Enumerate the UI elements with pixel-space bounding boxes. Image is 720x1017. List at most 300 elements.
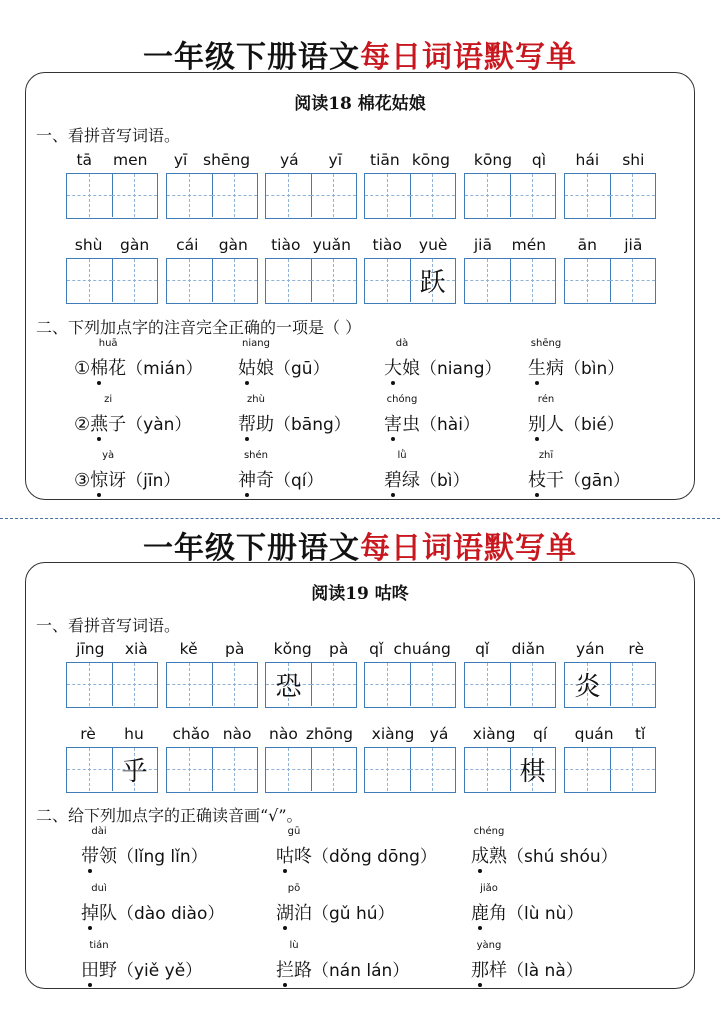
char: 助 [256,414,274,435]
pinyin-options: （qí） [274,471,324,491]
guide-line [432,663,433,706]
guide-line [632,748,633,791]
tian-grid [564,258,656,304]
pinyin-label [464,236,556,256]
writing-cell [510,663,555,706]
pinyin-syllable: yī [173,151,188,169]
pinyin-options: （yiě yě） [117,961,203,981]
pinyin-options: （niang） [420,359,502,379]
pinyin-options: （gǔ hú） [312,904,395,924]
word [81,826,117,868]
dotted-char: 帮 [238,410,256,436]
guide-line [532,663,533,706]
pinyin-syllable: jīng [76,640,105,658]
word [384,450,420,492]
guide-line [134,663,135,706]
pinyin-syllable: cái [176,236,199,254]
sheet1 [25,72,695,500]
dotted-char: 生 [528,354,546,380]
guide-line [89,174,90,217]
pinyin-note: zi [104,394,113,405]
reading-item [384,338,502,380]
pinyin-label [66,236,158,256]
dotted-char: 大 [384,354,402,380]
section-2-heading: 二、下列加点字的注音完全正确的一项是（ ） [36,318,362,337]
pinyin-note: dà [395,338,409,349]
char: 绿 [402,470,420,491]
word [238,450,274,492]
pinyin-options: （gū） [274,359,330,379]
cut-line [0,518,720,519]
tian-grid [166,747,258,793]
pinyin-syllable: qí [533,725,548,743]
reading-item [528,338,625,380]
pinyin-options: （mián） [126,359,203,379]
pinyin-options: （bì） [420,471,470,491]
guide-line [333,174,334,217]
writing-cell [565,663,611,706]
written-char: 棋 [519,757,546,787]
tian-grid [564,173,656,219]
writing-cell [410,174,455,217]
pinyin-syllable: zhōng [305,725,353,743]
pinyin-syllable: nào [269,725,298,743]
char: 娘 [256,358,274,379]
guide-line [333,663,334,706]
guide-line [189,174,190,217]
writing-cell [410,663,455,706]
pinyin-syllable: mén [511,236,547,254]
char: 咚 [294,846,312,867]
pinyin-options: （là nà） [507,961,583,981]
pinyin-note: shén [243,450,269,461]
pinyin-syllable: hu [124,725,144,743]
guide-line [632,663,633,706]
pinyin-options: （nán lán） [312,961,410,981]
dotted-char: 别 [528,410,546,436]
writing-cell [610,663,655,706]
pinyin-options: （dào diào） [117,904,225,924]
tian-grid [166,258,258,304]
guide-line [134,259,135,302]
tian-grid [166,662,258,708]
tian-grid [564,662,656,708]
reading-item [74,450,181,492]
guide-line [189,259,190,302]
pinyin-syllable: yī [328,151,343,169]
title-black: 一年级下册语文 [143,531,360,566]
guide-line [89,748,90,791]
pinyin-syllable: gàn [218,236,248,254]
writing-cell [266,663,312,706]
guide-line [587,174,588,217]
writing-cell [610,748,655,791]
word [81,940,117,982]
pinyin-options: （bié） [564,415,624,435]
pinyin-syllable: jiā [624,236,643,254]
tian-grid [265,173,357,219]
pinyin-syllable: nào [222,725,252,743]
writing-cell [365,259,411,302]
tian-grid [66,258,158,304]
pinyin-label [166,151,258,171]
reading-item [81,826,208,868]
pinyin-label [464,640,556,660]
word [90,338,127,380]
writing-cell [465,748,511,791]
guide-line [432,174,433,217]
pinyin-options: （bāng） [274,415,351,435]
pinyin-syllable: shi [622,151,645,169]
word [384,394,420,436]
dotted-char: 鹿 [471,899,489,925]
pinyin-syllable: yuè [418,236,448,254]
guide-line [234,663,235,706]
title-black: 一年级下册语文 [143,40,360,75]
guide-line [234,748,235,791]
writing-cell [465,174,511,217]
pinyin-syllable: hái [575,151,600,169]
writing-cell [167,174,213,217]
guide-line [89,663,90,706]
word [471,826,507,868]
pinyin-syllable: ān [577,236,597,254]
char: 虫 [402,414,420,435]
pinyin-options: （lǐng lǐn） [117,847,208,867]
guide-line [387,663,388,706]
guide-line [189,663,190,706]
pinyin-label [166,640,258,660]
word [471,883,507,925]
pinyin-syllable: tiào [372,236,402,254]
writing-cell [311,259,356,302]
tian-grid [564,747,656,793]
writing-cell [212,748,257,791]
char: 泊 [294,903,312,924]
dotted-char: 田 [81,956,99,982]
guide-line [288,259,289,302]
guide-line [587,259,588,302]
guide-line [333,748,334,791]
pinyin-note: chóng [386,394,418,405]
pinyin-label [66,640,158,660]
pinyin-label [265,725,357,745]
pinyin-label [564,236,656,256]
pinyin-syllable: qì [531,151,547,169]
dotted-char: 枝 [528,466,546,492]
pinyin-syllable: tiān [370,151,400,169]
writing-cell [167,259,213,302]
pinyin-syllable: yuǎn [312,236,351,254]
pinyin-note: rén [537,394,555,405]
writing-cell [67,259,113,302]
pinyin-note: yà [102,450,115,461]
lesson-title: 阅读18 棉花姑娘 [294,94,426,114]
dotted-char: 湖 [276,899,294,925]
pinyin-options: （gān） [564,471,630,491]
pinyin-note: zhī [538,450,554,461]
writing-cell [610,174,655,217]
word [90,450,127,492]
writing-cell [565,259,611,302]
char: 野 [99,960,117,981]
pinyin-label [265,151,357,171]
written-char: 跃 [419,268,446,298]
pinyin-syllable: men [113,151,148,169]
word [276,826,312,868]
guide-line [487,259,488,302]
writing-cell [266,259,312,302]
section-2-heading: 二、给下列加点字的正确读音画“√”。 [36,806,303,825]
dotted-char: 害 [384,410,402,436]
reading-item [74,338,203,380]
pinyin-note: dài [91,826,107,837]
writing-cell [67,663,113,706]
reading-item [471,826,618,868]
writing-cell [112,174,157,217]
tian-grid [66,662,158,708]
pinyin-syllable: chuáng [393,640,451,658]
pinyin-note: yàng [476,940,502,951]
word [238,338,274,380]
writing-cell [365,174,411,217]
reading-item [384,394,480,436]
writing-cell [365,748,411,791]
pinyin-label [564,151,656,171]
pinyin-note: shēng [530,338,562,349]
writing-cell [112,748,157,791]
dotted-char: 惊 [90,466,108,492]
pinyin-syllable: yá [279,151,299,169]
writing-cell [510,259,555,302]
dotted-char: 神 [238,466,256,492]
writing-cell [212,174,257,217]
char: 干 [546,470,564,491]
dotted-char: 碧 [384,466,402,492]
writing-cell [266,174,312,217]
pinyin-syllable: kōng [411,151,450,169]
reading-item [276,883,395,925]
guide-line [333,259,334,302]
writing-cell [510,174,555,217]
reading-item [384,450,470,492]
pinyin-label [364,640,456,660]
writing-cell [565,748,611,791]
word [81,883,117,925]
guide-line [387,174,388,217]
tian-grid [265,662,357,708]
pinyin-options: （shú shóu） [507,847,618,867]
tian-grid [66,747,158,793]
pinyin-syllable: tǐ [634,725,646,743]
writing-cell [465,259,511,302]
sheet1-title [0,32,720,76]
pinyin-syllable: rè [628,640,644,658]
char: 人 [546,414,564,435]
word [528,394,564,436]
writing-cell [610,259,655,302]
dotted-char: 姑 [238,354,256,380]
tian-grid [66,173,158,219]
dotted-char: 那 [471,956,489,982]
pinyin-label [66,151,158,171]
writing-cell [410,748,455,791]
pinyin-label [166,236,258,256]
pinyin-label [564,725,656,745]
guide-line [189,748,190,791]
dotted-char: 成 [471,842,489,868]
writing-cell [311,663,356,706]
pinyin-options: （lù nù） [507,904,584,924]
word [90,394,127,436]
pinyin-options: （bìn） [564,359,625,379]
guide-line [387,259,388,302]
word [384,338,420,380]
pinyin-note: zhù [247,394,265,405]
pinyin-options: （yàn） [126,415,192,435]
pinyin-label [265,236,357,256]
writing-cell [167,748,213,791]
pinyin-syllable: shù [74,236,103,254]
word [528,450,564,492]
char: 花 [108,358,127,379]
pinyin-label [464,725,556,745]
dotted-char: 棉 [90,354,108,380]
tian-grid [464,173,556,219]
writing-cell [112,663,157,706]
word [528,338,564,380]
tian-grid [464,747,556,793]
pinyin-syllable: shēng [203,151,251,169]
pinyin-syllable: pà [329,640,349,658]
pinyin-label [364,725,456,745]
reading-item [528,394,624,436]
pinyin-label [66,725,158,745]
title-red: 每日词语默写单 [360,40,577,75]
tian-grid [265,258,357,304]
pinyin-options: （hài） [420,415,480,435]
pinyin-syllable: kōng [473,151,513,169]
pinyin-syllable: qǐ [475,640,490,658]
pinyin-syllable: qǐ [369,640,384,658]
tian-grid [364,747,456,793]
char: 病 [546,358,564,379]
pinyin-syllable: gàn [120,236,150,254]
writing-cell [67,748,113,791]
dotted-char: 燕 [90,410,108,436]
dotted-char: 咕 [276,842,294,868]
word [276,883,312,925]
title-red: 每日词语默写单 [360,531,577,566]
guide-line [234,174,235,217]
dotted-char: 掉 [81,899,99,925]
reading-item [276,940,410,982]
section-1-heading: 一、看拼音写词语。 [36,126,181,145]
written-char: 炎 [574,672,601,702]
tian-grid [364,173,456,219]
guide-line [288,174,289,217]
pinyin-syllable: diǎn [511,640,545,658]
guide-line [632,174,633,217]
pinyin-note: gū [287,826,301,837]
writing-cell [266,748,312,791]
pinyin-syllable: yá [429,725,449,743]
reading-item [528,450,630,492]
pinyin-syllable: kě [179,640,198,658]
pinyin-syllable: jiā [473,236,492,254]
guide-line [487,174,488,217]
dotted-char: 带 [81,842,99,868]
pinyin-note: lù [289,940,299,951]
tian-grid [364,258,456,304]
pinyin-syllable: yán [575,640,605,658]
writing-cell [112,259,157,302]
pinyin-options: （jīn） [126,471,181,491]
tian-grid [464,662,556,708]
pinyin-syllable: quán [574,725,614,743]
sheet2-title [0,523,720,567]
writing-cell [510,748,555,791]
pinyin-syllable: xià [124,640,148,658]
reading-item [471,883,584,925]
pinyin-syllable: chǎo [172,725,210,743]
pinyin-label [464,151,556,171]
pinyin-syllable: pà [224,640,245,658]
pinyin-note: pō [287,883,301,894]
char: 路 [294,960,312,981]
pinyin-note: chéng [473,826,505,837]
reading-item [238,338,330,380]
writing-cell [565,174,611,217]
pinyin-note: tián [89,940,109,951]
writing-cell [465,663,511,706]
pinyin-syllable: rè [80,725,96,743]
char: 娘 [402,358,420,379]
reading-item [81,940,203,982]
lesson-title: 阅读19 咕咚 [311,584,409,604]
written-char: 恐 [275,672,302,702]
guide-line [432,748,433,791]
guide-line [487,663,488,706]
char: 奇 [256,470,274,491]
guide-line [587,748,588,791]
pinyin-syllable: tiào [271,236,301,254]
word [238,394,274,436]
sheet2 [25,562,695,989]
pinyin-label [364,236,456,256]
reading-item [238,394,351,436]
char: 子 [108,414,127,435]
writing-cell [167,663,213,706]
tian-grid [265,747,357,793]
char: 队 [99,903,117,924]
guide-line [89,259,90,302]
char: 角 [489,903,507,924]
char: 样 [489,960,507,981]
item-number: ② [74,414,91,435]
pinyin-label [265,640,357,660]
word [471,940,507,982]
written-char: 乎 [121,757,148,787]
guide-line [387,748,388,791]
pinyin-syllable: xiàng [371,725,415,743]
reading-item [276,826,437,868]
dotted-char: 拦 [276,956,294,982]
reading-item [471,940,583,982]
item-number: ③ [74,470,91,491]
writing-cell [311,748,356,791]
writing-cell [212,259,257,302]
